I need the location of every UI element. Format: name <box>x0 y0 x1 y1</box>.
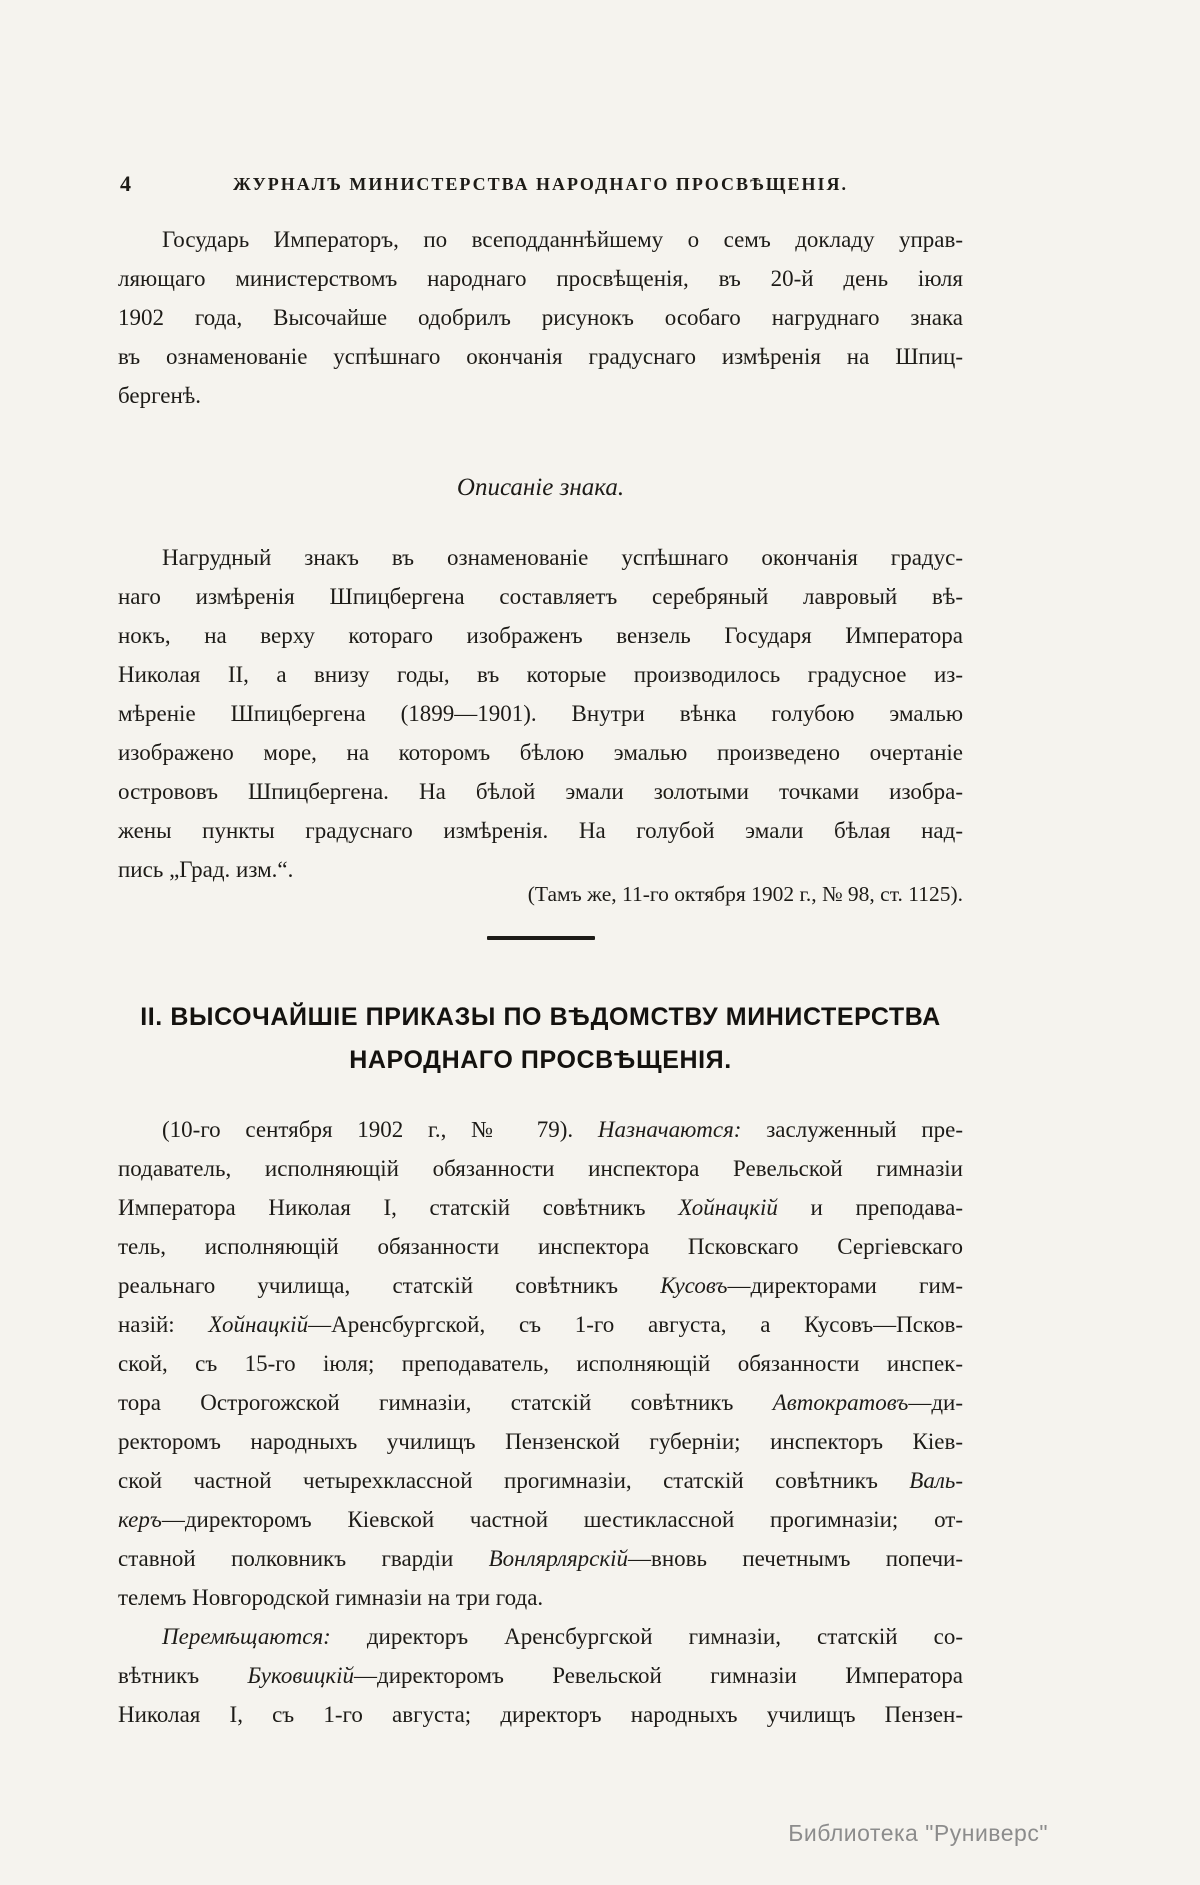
text-line <box>118 1227 963 1266</box>
text-line <box>118 298 963 337</box>
paragraph-imperial-approval <box>118 220 963 415</box>
italic-text-segment: Перемѣщаются: <box>162 1624 331 1649</box>
italic-text-segment: Хойнацкій <box>208 1312 309 1337</box>
text-segment: изображено море, на которомъ бѣлою эмалью произведено очертаніе <box>118 740 963 765</box>
section-heading-line1: II. ВЫСОЧАЙШІЕ ПРИКАЗЫ ПО ВѢДОМСТВУ МИНИСТЕРСТВА <box>140 1003 941 1031</box>
text-line <box>118 1344 963 1383</box>
italic-text-segment: Буковицкій <box>247 1663 354 1688</box>
divider-bar <box>487 936 595 940</box>
italic-text-segment: Хойнацкій <box>678 1195 778 1220</box>
text-segment: наго измѣренія Шпицбергена составляетъ серебряный лавровый вѣ- <box>118 584 963 609</box>
section-divider <box>118 936 963 940</box>
italic-text-segment: керъ <box>118 1507 162 1532</box>
text-line <box>118 1539 963 1578</box>
text-line <box>118 1617 963 1656</box>
text-segment: реальнаго училища, статскій совѣтникъ <box>118 1273 661 1298</box>
italic-text-segment: Автократовъ <box>772 1390 909 1415</box>
text-segment: Нагрудный знакъ въ ознаменованіе успѣшнаго окончанія градус- <box>162 545 963 570</box>
paragraph-appointments <box>118 1110 963 1617</box>
text-segment: острововъ Шпицбергена. На бѣлой эмали золотыми точками изобра- <box>118 779 963 804</box>
running-head <box>118 168 963 202</box>
text-line <box>118 733 963 772</box>
text-line <box>118 1110 963 1149</box>
text-segment: назій: <box>118 1312 209 1337</box>
text-line <box>118 1383 963 1422</box>
text-segment: нокъ, на верху котораго изображенъ вензель Государя Императора <box>118 623 963 648</box>
text-segment: ректоромъ народныхъ училищъ Пензенской губерніи; инспекторъ Кіев- <box>118 1429 963 1454</box>
section-heading-line2: НАРОДНАГО ПРОСВѢЩЕНІЯ. <box>349 1046 732 1074</box>
text-segment: 1902 года, Высочайше одобрилъ рисунокъ особаго нагруднаго знака <box>118 305 963 330</box>
source-citation: (Тамъ же, 11-го октября 1902 г., № 98, ст. 1125). <box>527 882 963 906</box>
text-segment: ской, съ 15-го іюля; преподаватель, исполняющій обязанности инспек- <box>118 1351 963 1376</box>
orders-text <box>118 1110 963 1734</box>
text-line <box>118 538 963 577</box>
text-segment: —директоромъ Кіевской частной шестиклассной прогимназіи; от- <box>161 1507 963 1532</box>
text-line <box>118 1578 963 1617</box>
text-segment: ской частной четырехклассной прогимназіи, статскій совѣтникъ <box>118 1468 910 1493</box>
italic-text-segment: Кусовъ <box>660 1273 728 1298</box>
text-line <box>118 1656 963 1695</box>
text-segment: —вновь печетнымъ попечи- <box>628 1546 963 1571</box>
text-line <box>118 1305 963 1344</box>
text-line <box>118 337 963 376</box>
text-line <box>118 811 963 850</box>
text-line <box>118 1188 963 1227</box>
text-segment: —директорами гим- <box>727 1273 963 1298</box>
text-line <box>118 1266 963 1305</box>
text-segment: (10-го сентября 1902 г., № 79). <box>162 1117 598 1142</box>
text-segment: Николая I, съ 1-го августа; директоръ народныхъ училищъ Пензен- <box>118 1702 963 1727</box>
journal-title: ЖУРНАЛЪ МИНИСТЕРСТВА НАРОДНАГО ПРОСВѢЩЕНІЯ. <box>232 174 849 194</box>
text-line <box>118 1149 963 1188</box>
page-number: 4 <box>120 171 131 196</box>
text-line <box>118 1695 963 1734</box>
text-segment: пись „Град. изм.“. <box>118 857 294 882</box>
paragraph-transfers <box>118 1617 963 1734</box>
text-segment: телемъ Новгородской гимназіи на три года. <box>118 1585 544 1610</box>
text-segment: —директоромъ Ревельской гимназіи Императора <box>354 1663 963 1688</box>
text-segment: вѣтникъ <box>118 1663 248 1688</box>
text-line <box>118 694 963 733</box>
text-segment: жены пункты градуснаго измѣренія. На голубой эмали бѣлая над- <box>118 818 963 843</box>
text-segment: —ди- <box>908 1390 963 1415</box>
text-line <box>118 259 963 298</box>
text-segment: мѣреніе Шпицбергена (1899—1901). Внутри вѣнка голубою эмалью <box>118 701 963 726</box>
text-line <box>118 616 963 655</box>
text-line <box>118 655 963 694</box>
section-heading <box>118 996 963 1082</box>
subheading-badge-description: Описаніе знака. <box>456 474 625 501</box>
text-segment: бергенѣ. <box>118 383 201 408</box>
text-segment: —Аренсбургской, съ 1-го августа, а Кусовъ—Псков- <box>308 1312 963 1337</box>
italic-text-segment: Валь- <box>909 1468 963 1493</box>
text-line <box>118 772 963 811</box>
text-line <box>118 577 963 616</box>
text-line <box>118 376 963 415</box>
text-segment: ляющаго министерствомъ народнаго просвѣщенія, въ 20-й день іюля <box>118 266 963 291</box>
text-segment: Государь Императоръ, по всеподданнѣйшему о семъ докладу управ- <box>162 227 963 252</box>
italic-text-segment: Вонлярлярскій <box>488 1546 628 1571</box>
library-watermark: Библиотека "Руниверс" <box>788 1820 1048 1846</box>
text-segment: заслуженный пре- <box>741 1117 963 1142</box>
text-line <box>118 1422 963 1461</box>
text-line <box>118 1500 963 1539</box>
paragraph-badge-description <box>118 538 963 889</box>
text-segment: Императора Николая I, статскій совѣтникъ <box>118 1195 679 1220</box>
text-segment: ставной полковникъ гвардіи <box>118 1546 489 1571</box>
text-segment: въ ознаменованіе успѣшнаго окончанія градуснаго измѣренія на Шпиц- <box>118 344 963 369</box>
italic-text-segment: Назначаются: <box>597 1117 742 1142</box>
text-line <box>118 1461 963 1500</box>
text-segment: директоръ Аренсбургской гимназіи, статскій со- <box>330 1624 963 1649</box>
text-line <box>118 220 963 259</box>
text-segment: подаватель, исполняющій обязанности инспектора Ревельской гимназіи <box>118 1156 963 1181</box>
text-segment: тель, исполняющій обязанности инспектора Псковскаго Сергіевскаго <box>118 1234 963 1259</box>
text-segment: и преподава- <box>777 1195 963 1220</box>
text-segment: тора Острогожской гимназіи, статскій совѣтникъ <box>118 1390 773 1415</box>
text-segment: Николая II, а внизу годы, въ которые производилось градусное из- <box>118 662 963 687</box>
